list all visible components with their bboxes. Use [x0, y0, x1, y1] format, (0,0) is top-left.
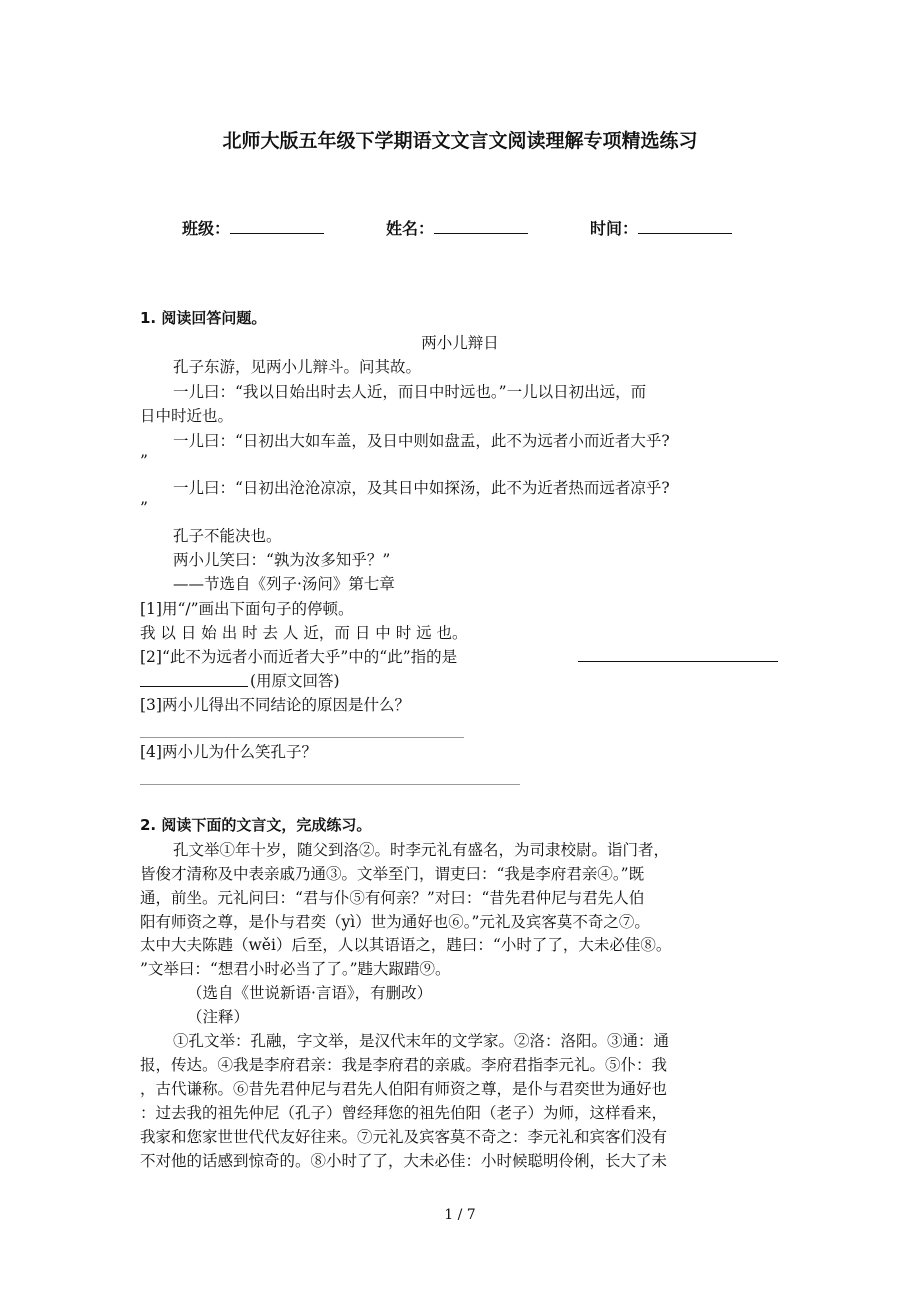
sub-question-2-tail: (用原文回答) — [250, 672, 340, 690]
question-2-heading: 2. 阅读下面的文言文，完成练习。 — [140, 816, 372, 834]
passage-line: ” — [140, 499, 148, 517]
answer-line[interactable] — [578, 661, 778, 662]
passage-source: ——节选自《列子·汤问》第七章 — [173, 575, 395, 593]
passage-line: 通，前坐。元礼问曰：“君与仆⑤有何亲？”对曰：“昔先君仲尼与君先人伯 — [140, 889, 645, 907]
time-field — [590, 216, 732, 239]
name-blank[interactable] — [434, 219, 528, 234]
answer-line[interactable] — [140, 737, 464, 738]
class-field — [182, 216, 324, 239]
passage-line: 一儿曰：“日初出沧沧凉凉，及其日中如探汤，此不为近者热而远者凉乎? — [173, 479, 670, 497]
notes-label: （注释） — [187, 1008, 250, 1026]
sub-question-4: [4]两小儿为什么笑孔子？ — [140, 743, 317, 761]
note-line: 我家和您家世世代代友好往来。⑦元礼及宾客莫不奇之：李元礼和宾客们没有 — [140, 1128, 668, 1146]
passage-line: 孔子不能决也。 — [173, 527, 282, 545]
class-label: 班级： — [182, 219, 231, 238]
passage-line: ”文举曰：“想君小时必当了了。”韪大踧踖⑨。 — [140, 960, 451, 978]
passage-source: （选自《世说新语·言语》，有删改） — [187, 984, 433, 1002]
name-label: 姓名： — [386, 219, 435, 238]
question-1-heading: 1. 阅读回答问题。 — [140, 309, 267, 327]
page-number: 1 / 7 — [444, 1207, 476, 1223]
sub-question-2: [2]“此不为远者小而近者大乎”中的“此”指的是 — [140, 648, 458, 666]
passage-line: ” — [140, 452, 148, 470]
passage-line: 太中大夫陈韪（wěi）后至，人以其语语之，韪曰：“小时了了，大未必佳⑧。 — [140, 936, 672, 954]
note-line: ：过去我的祖先仲尼（孔子）曾经拜您的祖先伯阳（老子）为师，这样看来， — [140, 1104, 668, 1122]
name-field — [386, 216, 528, 239]
note-line: 报，传达。④我是李府君亲：我是李府君的亲戚。李府君指李元礼。⑤仆：我 — [140, 1056, 668, 1074]
passage-line: 孔子东游，见两小儿辩斗。问其故。 — [173, 358, 422, 376]
note-line: ，古代谦称。⑥昔先君仲尼与君先人伯阳有师资之尊，是仆与君奕世为通好也 — [140, 1080, 668, 1098]
class-blank[interactable] — [230, 219, 324, 234]
passage-line: 孔文举①年十岁，随父到洛②。时李元礼有盛名，为司隶校尉。诣门者， — [173, 841, 670, 859]
passage-line: 阳有师资之尊，是仆与君奕（yì）世为通好也⑥。”元礼及宾客莫不奇之⑦。 — [140, 913, 650, 931]
answer-line[interactable] — [140, 784, 520, 785]
sub-question-1: [1]用“/”画出下面句子的停顿。 — [140, 600, 354, 618]
note-line: 不对他的话感到惊奇的。⑧小时了了，大未必佳：小时候聪明伶俐，长大了未 — [140, 1152, 668, 1170]
sub-question-3: [3]两小儿得出不同结论的原因是什么？ — [140, 696, 410, 714]
passage-line: 日中时近也。 — [140, 407, 234, 425]
pause-sentence: 我 以 日 始 出 时 去 人 近，而 日 中 时 远 也。 — [140, 624, 468, 642]
time-blank[interactable] — [638, 219, 732, 234]
page-title: 北师大版五年级下学期语文文言文阅读理解专项精选练习 — [222, 130, 698, 152]
passage-title: 两小儿辩日 — [421, 334, 499, 352]
answer-line[interactable] — [140, 686, 248, 687]
time-label: 时间： — [590, 219, 639, 238]
note-line: ①孔文举：孔融，字文举，是汉代末年的文学家。②洛：洛阳。③通：通 — [173, 1032, 670, 1050]
passage-line: 两小儿笑曰：“孰为汝多知乎？” — [173, 551, 391, 569]
passage-line: 一儿曰：“日初出大如车盖，及日中则如盘盂，此不为远者小而近者大乎? — [173, 432, 670, 450]
passage-line: 皆俊才清称及中表亲戚乃通③。文举至门，谓吏曰：“我是李府君亲④。”既 — [140, 865, 645, 883]
passage-line: 一儿曰：“我以日始出时去人近，而日中时远也。”一儿以日初出远，而 — [173, 383, 647, 401]
